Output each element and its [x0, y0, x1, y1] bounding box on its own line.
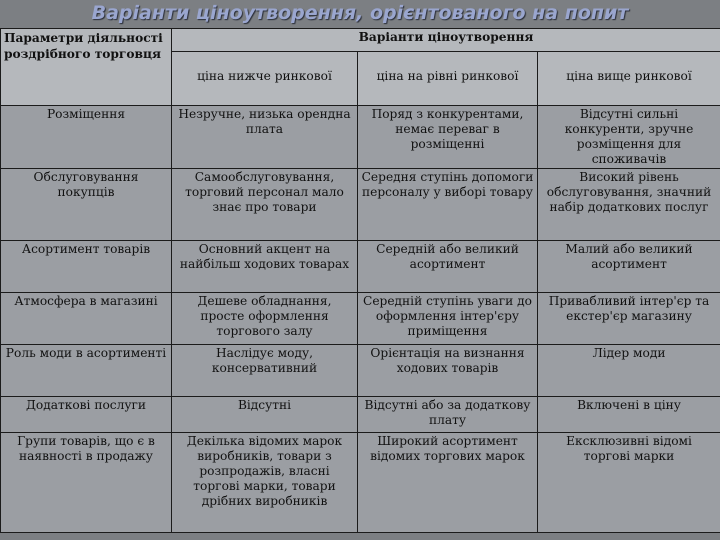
table-header-row [1, 29, 720, 52]
table-cell: Відсутні або за додаткову плату [358, 397, 538, 433]
table-cell: Середня ступінь допомоги персоналу у виборі товару [358, 169, 538, 241]
table-cell: Середній ступінь уваги до оформлення інтер'єру приміщення [358, 293, 538, 345]
pricing-table [0, 28, 720, 533]
row-param: Роль моди в асортименті [1, 345, 172, 397]
table-cell: Незручне, низька орендна плата [172, 106, 358, 169]
table-cell: Відсутні сильні конкуренти, зручне розміщення для споживачів [538, 106, 720, 169]
table-row [1, 169, 720, 241]
table-cell: Лідер моди [538, 345, 720, 397]
column-header-above-market: ціна вище ринкової [538, 52, 720, 106]
table-row [1, 397, 720, 433]
row-param: Розміщення [1, 106, 172, 169]
row-param: Обслуговування покупців [1, 169, 172, 241]
table-cell: Відсутні [172, 397, 358, 433]
table-cell: Декілька відомих марок виробників, товари з розпродажів, власні торгові марки, товари дрібних виробників [172, 433, 358, 533]
table-cell: Основний акцент на найбільш ходових товарах [172, 241, 358, 293]
pricing-group-header: Варіанти ціноутворення [172, 29, 720, 52]
column-header-at-market: ціна на рівні ринкової [358, 52, 538, 106]
table-cell: Малий або великий асортимент [538, 241, 720, 293]
table-row [1, 433, 720, 533]
table-row [1, 106, 720, 169]
table-row [1, 345, 720, 397]
row-param: Групи товарів, що є в наявності в продажу [1, 433, 172, 533]
table-cell: Самообслуговування, торговий персонал мало знає про товари [172, 169, 358, 241]
table-cell: Високий рівень обслуговування, значний набір додаткових послуг [538, 169, 720, 241]
row-param: Асортимент товарів [1, 241, 172, 293]
table-cell: Орієнтація на визнання ходових товарів [358, 345, 538, 397]
table-row [1, 293, 720, 345]
column-header-below-market: ціна нижче ринкової [172, 52, 358, 106]
table-cell: Привабливий інтер'єр та екстер'єр магазину [538, 293, 720, 345]
table-cell: Дешеве обладнання, просте оформлення торгового залу [172, 293, 358, 345]
table-cell: Широкий асортимент відомих торгових марок [358, 433, 538, 533]
row-param: Додаткові послуги [1, 397, 172, 433]
row-param: Атмосфера в магазині [1, 293, 172, 345]
table-cell: Середній або великий асортимент [358, 241, 538, 293]
param-column-header: Параметри діяльності роздрібного торговця [1, 29, 172, 106]
table-row [1, 241, 720, 293]
table-cell: Поряд з конкурентами, немає переваг в розміщенні [358, 106, 538, 169]
slide-title: Варіанти ціноутворення, орієнтованого на попит [91, 2, 629, 24]
table-cell: Ексклюзивні відомі торгові марки [538, 433, 720, 533]
table-cell: Наслідує моду, консервативний [172, 345, 358, 397]
table-cell: Включені в ціну [538, 397, 720, 433]
